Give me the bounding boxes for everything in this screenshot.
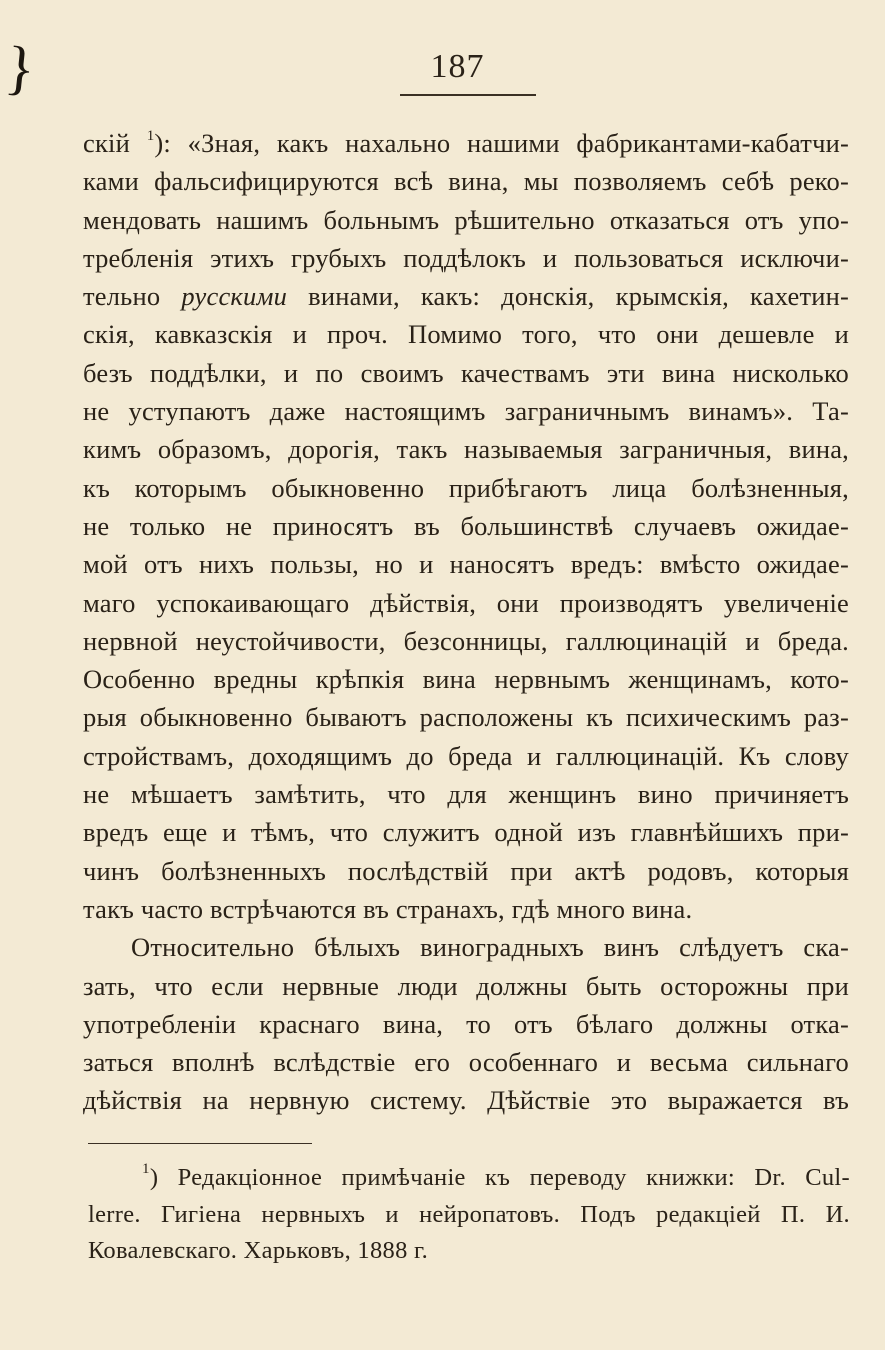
text-line: маго успокаивающаго дѣйствія, они производятъ увеличеніе — [83, 587, 849, 618]
footnote-separator — [88, 1143, 312, 1144]
text-line: тельно русскими винами, какъ: донскія, крымскія, кахетин- — [83, 281, 850, 312]
text-line: дѣйствія на нервную систему. Дѣйствіе это выражается въ — [83, 1085, 849, 1116]
page-header — [0, 48, 885, 86]
margin-pencil-mark: } — [2, 33, 39, 103]
text-line: зать, что если нервные люди должны быть осторожны при — [83, 970, 849, 1001]
text-line: чинъ болѣзненныхъ послѣдствій при актѣ родовъ, которыя — [83, 855, 849, 886]
text-line: кимъ образомъ, дорогія, такъ называемыя заграничныя, вина, — [83, 434, 849, 465]
text-line: вредъ еще и тѣмъ, что служитъ одной изъ главнѣйшихъ при- — [83, 817, 849, 848]
text-line: употребленіи краснаго вина, то отъ бѣлаго должны отка- — [83, 1008, 849, 1039]
footnote — [88, 1160, 850, 1270]
text-line: Особенно вредны крѣпкія вина нервнымъ женщинамъ, кото- — [83, 664, 849, 695]
text-line: мендовать нашимъ больнымъ рѣшительно отказаться отъ упо- — [83, 204, 849, 235]
body-text — [83, 124, 849, 1120]
text-line: нервной неустойчивости, безсонницы, галлюцинацій и бреда. — [83, 625, 849, 656]
text-line: мой отъ нихъ пользы, но и наносятъ вредъ: вмѣсто ожидае- — [83, 549, 849, 580]
page-number: 187 — [430, 48, 485, 85]
text-line: стройствамъ, доходящимъ до бреда и галлюцинацій. Къ слову — [83, 740, 849, 771]
text-line: такъ часто встрѣчаются въ странахъ, гдѣ много вина. — [83, 893, 693, 924]
text-line: къ которымъ обыкновенно прибѣгаютъ лица болѣзненныя, — [83, 472, 849, 503]
emphasis-text: русскими — [181, 281, 288, 312]
footnote-marker: 1 — [142, 1161, 150, 1177]
text-line: безъ поддѣлки, и по своимъ качествамъ эти вина нисколько — [83, 357, 849, 388]
text-line: скія, кавказскія и проч. Помимо того, что они дешевле и — [83, 319, 849, 350]
text-line: не только не приносятъ въ большинствѣ случаевъ ожидае- — [83, 510, 849, 541]
header-rule — [400, 94, 536, 96]
footnote-line: $^1$) Редакціонное примѣчаніе къ переводу книжки: Dr. Cul- — [142, 1161, 850, 1191]
text-line: ками фальсифицируются всѣ вина, мы позволяемъ себѣ реко- — [83, 166, 849, 197]
text-line: рыя обыкновенно бываютъ расположены къ психическимъ раз- — [83, 702, 849, 733]
text-line: заться вполнѣ вслѣдствіе его особеннаго и весьма сильнаго — [83, 1047, 849, 1078]
text-line: требленія этихъ грубыхъ поддѣлокъ и пользоваться исключи- — [83, 242, 849, 273]
text-line: не мѣшаетъ замѣтить, что для женщинъ вино причиняетъ — [83, 779, 849, 810]
paragraph-start-line: Относительно бѣлыхъ виноградныхъ винъ слѣдуетъ ска- — [131, 932, 849, 963]
footnote-reference: 1 — [146, 128, 155, 144]
text-line: не уступаютъ даже настоящимъ заграничнымъ винамъ». Та- — [83, 396, 849, 427]
footnote-line: lerre. Гигіена нервныхъ и нейропатовъ. Подъ редакціей П. И. — [88, 1200, 850, 1228]
footnote-line: Ковалевскаго. Харьковъ, 1888 г. — [88, 1237, 429, 1264]
text-line: скій $^1$): «Зная, какъ нахально нашими фабрикантами-кабатчи- — [83, 128, 850, 158]
